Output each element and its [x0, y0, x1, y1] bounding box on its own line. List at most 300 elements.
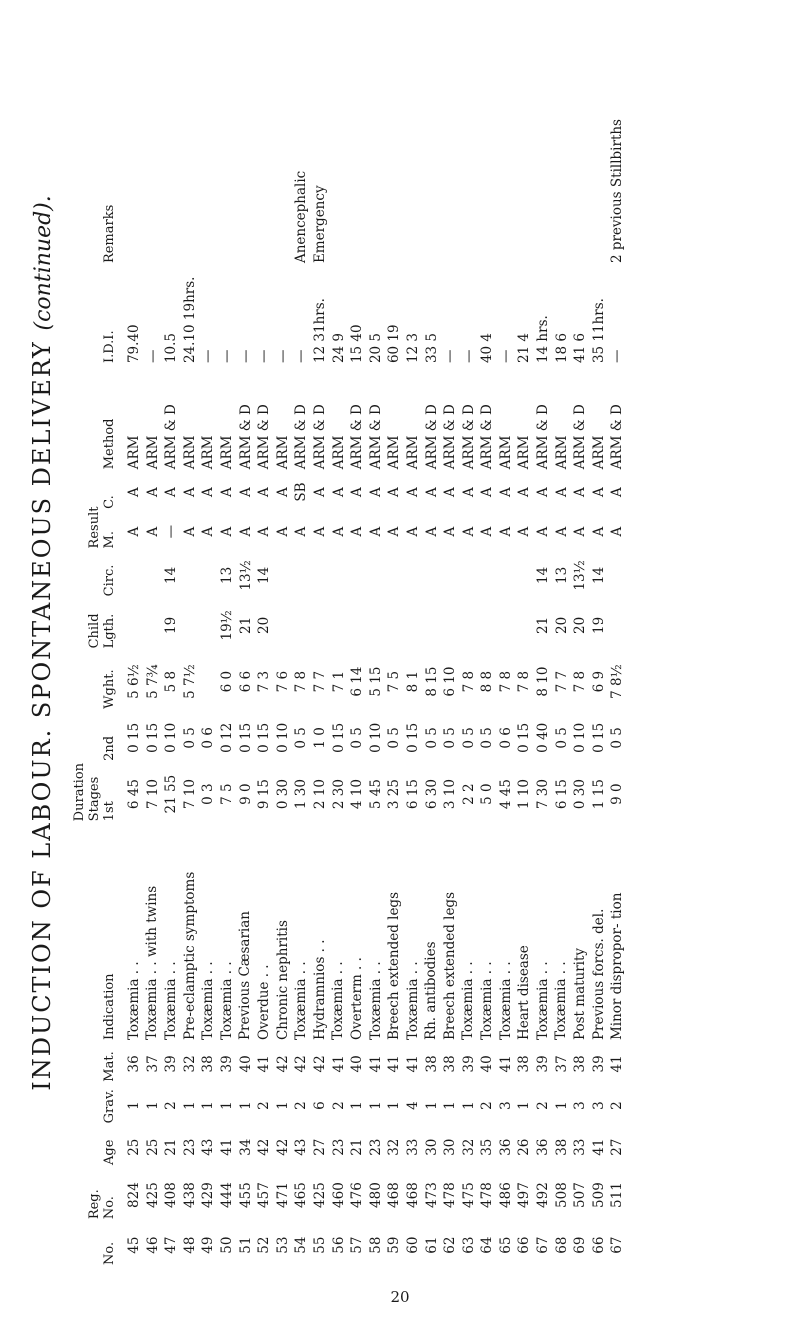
cell-method: ARM [144, 435, 161, 470]
cell-idi: — [144, 349, 161, 364]
cell-mat: 36 [126, 1055, 142, 1073]
cell-duration-2nd: 0 40 [535, 722, 552, 753]
cell-reg-no: 824 [126, 1182, 142, 1208]
cell-age: 23 [181, 1138, 198, 1156]
cell-child-length [608, 599, 627, 651]
cell-result-c: A [386, 487, 403, 497]
header-duration [70, 764, 125, 824]
cell-grav: 3 [497, 1101, 514, 1110]
cell-method: ARM & D [367, 404, 384, 470]
cell-circ [608, 551, 627, 599]
table-row [125, 18, 144, 1268]
cell-no: 49 [200, 1236, 217, 1254]
cell-grav: 1 [516, 1101, 533, 1110]
cell-indication: Heart disease [516, 945, 533, 1041]
cell-circ [125, 551, 144, 599]
cell-child-length [311, 599, 330, 651]
cell-weight: 7 7 [553, 670, 570, 693]
cell-remarks [497, 18, 516, 266]
cell-idi: 41 6 [572, 332, 589, 364]
table-row [237, 18, 256, 1268]
cell-grav: 1 [367, 1101, 384, 1110]
cell-reg-no: 465 [293, 1182, 310, 1208]
cell-duration-1st: 6 15 [404, 779, 421, 810]
cell-weight: 5 7½ [181, 664, 198, 699]
cell-no: 64 [479, 1236, 496, 1254]
cell-circ [515, 551, 534, 599]
cell-method: ARM & D [163, 404, 180, 470]
cell-reg-no: 468 [404, 1182, 421, 1208]
cell-grav: 1 [460, 1101, 477, 1110]
cell-result-c: A [237, 487, 254, 497]
header-mat: Mat. [102, 1051, 117, 1082]
cell-no: 56 [330, 1236, 347, 1254]
cell-duration-2nd: 0 12 [218, 722, 235, 753]
cell-mat: 42 [274, 1055, 291, 1073]
table-row [348, 18, 367, 1268]
cell-indication: Toxæmia . . with twins [144, 885, 161, 1041]
header-row [70, 18, 125, 1268]
cell-circ: 14 [256, 566, 273, 584]
cell-duration-1st: 4 10 [349, 779, 366, 810]
table-row [571, 18, 590, 1268]
header-idi: I.D.I. [102, 330, 117, 364]
cell-idi: 79.40 [126, 324, 142, 364]
cell-indication: Previous forcs. del. [590, 908, 607, 1041]
cell-method: ARM & D [256, 404, 273, 470]
cell-age: 32 [386, 1138, 403, 1156]
cell-result-c: A [330, 487, 347, 497]
cell-child-length [144, 599, 163, 651]
table-row [144, 18, 163, 1268]
header-result-m: M. [102, 530, 117, 549]
cell-method: ARM [404, 435, 421, 470]
table-row [199, 18, 218, 1268]
cell-result-c: A [144, 487, 161, 497]
cell-method: ARM & D [479, 404, 496, 470]
cell-method: ARM [497, 435, 514, 470]
cell-no: 60 [404, 1236, 421, 1254]
cell-mat: 40 [237, 1055, 254, 1073]
cell-result-m: A [386, 526, 403, 537]
cell-child-length [181, 599, 200, 651]
cell-no: 67 [535, 1236, 552, 1254]
cell-result-c: A [609, 487, 626, 497]
cell-mat: 40 [479, 1055, 496, 1073]
cell-reg-no: 486 [497, 1182, 514, 1208]
cell-reg-no: 478 [442, 1182, 459, 1208]
cell-method: ARM & D [423, 404, 440, 470]
cell-duration-1st: 1 30 [293, 779, 310, 810]
cell-result-m: A [293, 526, 310, 537]
cell-no: 59 [386, 1236, 403, 1254]
cell-child-length: 21 [237, 616, 254, 634]
cell-circ [292, 551, 311, 599]
header-circ: Circ. [102, 564, 117, 597]
cell-age: 27 [609, 1138, 626, 1156]
cell-reg-no: 509 [590, 1182, 607, 1208]
cell-result-c: A [200, 487, 217, 497]
cell-method: ARM & D [609, 404, 626, 470]
cell-weight: 7 7 [311, 670, 328, 693]
cell-indication: Previous Cæsarian [237, 911, 254, 1041]
cell-age: 32 [460, 1138, 477, 1156]
cell-result-c: A [349, 487, 366, 497]
cell-grav: 2 [609, 1101, 626, 1110]
cell-child-length [404, 599, 423, 651]
cell-reg-no: 408 [163, 1182, 180, 1208]
cell-indication: Pre-eclamptic symptoms [181, 871, 198, 1041]
cell-duration-1st: 1 15 [590, 779, 607, 810]
cell-age: 43 [293, 1138, 310, 1156]
cell-result-m: A [516, 526, 533, 537]
cell-duration-1st: 7 5 [218, 783, 235, 805]
cell-no: 51 [237, 1236, 254, 1254]
cell-grav: 1 [553, 1101, 570, 1110]
cell-idi: — [442, 349, 459, 364]
cell-result-m: A [274, 526, 291, 537]
cell-result-m: — [163, 524, 180, 539]
table-row [218, 18, 237, 1268]
cell-reg-no: 471 [274, 1182, 291, 1208]
table-row [181, 18, 200, 1268]
cell-weight: 7 8 [497, 670, 514, 693]
cell-weight: 5 7¾ [144, 664, 161, 699]
cell-method: ARM [330, 435, 347, 470]
cell-result-c: A [274, 487, 291, 497]
cell-duration-2nd: 0 6 [497, 727, 514, 749]
cell-mat: 39 [163, 1055, 180, 1073]
delivery-table [70, 18, 627, 1268]
cell-remarks [237, 18, 256, 266]
cell-reg-no: 444 [218, 1182, 235, 1208]
cell-age: 42 [274, 1138, 291, 1156]
cell-result-m: A [572, 526, 589, 537]
cell-duration-1st: 6 15 [553, 779, 570, 810]
cell-idi: 60 19 [386, 324, 403, 364]
cell-method: ARM & D [535, 404, 552, 470]
cell-reg-no: 492 [535, 1182, 552, 1208]
cell-method: ARM & D [349, 404, 366, 470]
cell-remarks [515, 18, 534, 266]
cell-remarks [423, 18, 442, 266]
cell-duration-1st: 6 45 [126, 779, 142, 810]
cell-grav: 2 [479, 1101, 496, 1110]
cell-grav: 3 [590, 1101, 607, 1110]
table-row [385, 18, 404, 1268]
cell-remarks [218, 18, 237, 266]
cell-weight: 8 10 [535, 666, 552, 697]
cell-result-m: A [311, 526, 328, 537]
cell-result-m: A [237, 526, 254, 537]
cell-method: ARM [218, 435, 235, 470]
cell-weight: 6 0 [218, 670, 235, 693]
cell-weight: 7 8 [460, 670, 477, 693]
cell-child-length [441, 599, 460, 651]
cell-remarks [534, 18, 553, 266]
cell-indication: Overterm . . [348, 957, 365, 1041]
cell-grav: 2 [256, 1101, 273, 1110]
cell-result-c: A [181, 487, 198, 497]
cell-idi: 33 5 [423, 332, 440, 364]
cell-reg-no: 468 [386, 1182, 403, 1208]
cell-mat: 41 [330, 1055, 347, 1073]
cell-result-m: A [256, 526, 273, 537]
header-grav: Grav. [102, 1089, 117, 1124]
cell-idi: — [609, 349, 626, 364]
cell-reg-no: 475 [460, 1182, 477, 1208]
cell-age: 25 [126, 1138, 142, 1156]
cell-result-m: A [367, 526, 384, 537]
cell-result-m: A [609, 526, 626, 537]
cell-duration-1st: 3 25 [386, 779, 403, 810]
cell-circ: 13 [218, 566, 235, 584]
cell-grav: 1 [200, 1101, 217, 1110]
cell-grav: 1 [274, 1101, 291, 1110]
cell-grav: 6 [311, 1101, 328, 1110]
cell-duration-2nd: 0 15 [237, 722, 254, 753]
cell-circ [144, 551, 163, 599]
cell-duration-2nd: 0 5 [181, 727, 198, 749]
cell-idi: — [218, 349, 235, 364]
cell-result-m: A [330, 526, 347, 537]
header-no: No. [102, 1241, 117, 1265]
cell-weight: 7 8½ [609, 664, 626, 699]
cell-remarks [274, 18, 293, 266]
cell-result-c: A [460, 487, 477, 497]
cell-remarks [404, 18, 423, 266]
cell-duration-2nd: 0 5 [479, 727, 496, 749]
table-row [441, 18, 460, 1268]
cell-remarks [441, 18, 460, 266]
cell-age: 26 [516, 1138, 533, 1156]
cell-weight: 7 8 [293, 670, 310, 693]
cell-duration-2nd: 0 10 [572, 722, 589, 753]
cell-child-length [423, 599, 442, 651]
cell-mat: 41 [386, 1055, 403, 1073]
cell-grav: 2 [293, 1101, 310, 1110]
table-row [404, 18, 423, 1268]
cell-circ [199, 551, 218, 599]
cell-idi: 15 40 [349, 324, 366, 364]
table-row [330, 18, 349, 1268]
cell-age: 21 [163, 1138, 180, 1156]
cell-no: 45 [126, 1236, 142, 1254]
cell-mat: 38 [442, 1055, 459, 1073]
cell-remarks: Anencephalic [293, 170, 310, 264]
page-number: 20 [390, 1288, 410, 1306]
cell-result-c: A [256, 487, 273, 497]
cell-no: 66 [590, 1236, 607, 1254]
cell-grav: 1 [237, 1101, 254, 1110]
cell-age: 21 [349, 1138, 366, 1156]
cell-reg-no: 425 [144, 1182, 161, 1208]
cell-method: ARM [274, 435, 291, 470]
cell-result-m: A [497, 526, 514, 537]
cell-circ [441, 551, 460, 599]
cell-duration-1st: 0 30 [274, 779, 291, 810]
cell-grav: 2 [535, 1101, 552, 1110]
cell-age: 38 [553, 1138, 570, 1156]
cell-mat: 37 [553, 1055, 570, 1073]
cell-idi: 21 4 [516, 332, 533, 364]
cell-idi: 12 3 [404, 332, 421, 364]
cell-result-m: A [442, 526, 459, 537]
cell-method: ARM & D [311, 404, 328, 470]
cell-indication: Breech extended legs [386, 891, 403, 1041]
cell-circ [478, 551, 497, 599]
cell-duration-1st: 5 45 [367, 779, 384, 810]
cell-indication: Hydramnios . . [311, 939, 328, 1041]
cell-duration-1st: 4 45 [497, 779, 514, 810]
cell-age: 34 [237, 1138, 254, 1156]
cell-circ [311, 551, 330, 599]
table-row [497, 18, 516, 1268]
cell-weight: 6 6 [237, 670, 254, 693]
cell-child-length: 21 [535, 616, 552, 634]
header-duration-2nd: 2nd [102, 735, 117, 761]
cell-no: 52 [256, 1236, 273, 1254]
cell-grav: 1 [349, 1101, 366, 1110]
cell-circ: 13 [553, 566, 570, 584]
cell-circ: 14 [163, 566, 180, 584]
table-row [162, 18, 181, 1268]
cell-method: ARM [126, 435, 142, 470]
cell-reg-no: 429 [200, 1182, 217, 1208]
cell-remarks [125, 18, 144, 266]
cell-result-c: A [479, 487, 496, 497]
cell-result-c: A [367, 487, 384, 497]
cell-duration-1st: 3 10 [442, 779, 459, 810]
cell-mat: 39 [460, 1055, 477, 1073]
cell-duration-2nd: 0 15 [126, 722, 142, 753]
cell-method: ARM & D [460, 404, 477, 470]
cell-age: 43 [200, 1138, 217, 1156]
cell-duration-2nd: 0 5 [609, 727, 626, 749]
cell-idi: 18 6 [553, 332, 570, 364]
cell-child-length [125, 599, 144, 651]
cell-remarks [144, 18, 163, 266]
header-duration-label: Duration Stages [72, 762, 102, 822]
cell-remarks [330, 18, 349, 266]
cell-weight: 8 1 [404, 670, 421, 693]
cell-grav: 1 [386, 1101, 403, 1110]
cell-remarks [199, 18, 218, 266]
cell-child-length [330, 599, 349, 651]
cell-duration-1st: 2 2 [460, 783, 477, 805]
cell-duration-1st: 2 30 [330, 779, 347, 810]
cell-remarks [478, 18, 497, 266]
cell-circ: 13½ [237, 560, 254, 591]
cell-child-length: 20 [553, 616, 570, 634]
cell-mat: 32 [181, 1055, 198, 1073]
cell-result-m: A [553, 526, 570, 537]
cell-idi: 24.10 19hrs. [181, 276, 198, 364]
cell-remarks [255, 18, 274, 266]
cell-child-length [367, 599, 386, 651]
cell-result-c: A [516, 487, 533, 497]
cell-circ [460, 551, 479, 599]
cell-weight: 7 1 [330, 670, 347, 693]
cell-age: 25 [144, 1138, 161, 1156]
cell-result-m: A [404, 526, 421, 537]
header-reg-no: Reg. No. [87, 1189, 117, 1220]
cell-duration-1st: 2 10 [311, 779, 328, 810]
cell-duration-2nd: 0 5 [349, 727, 366, 749]
cell-duration-2nd: 0 5 [386, 727, 403, 749]
cell-no: 53 [274, 1236, 291, 1254]
cell-idi: 40 4 [479, 332, 496, 364]
cell-remarks [367, 18, 386, 266]
cell-indication: Rh. antibodies [423, 941, 440, 1041]
cell-no: 46 [144, 1236, 161, 1254]
cell-reg-no: 476 [349, 1182, 366, 1208]
cell-duration-2nd: 0 5 [553, 727, 570, 749]
cell-idi: — [460, 349, 477, 364]
cell-remarks [181, 18, 200, 266]
cell-method: ARM [200, 435, 217, 470]
cell-duration-1st: 9 0 [237, 783, 254, 805]
cell-result-c: A [497, 487, 514, 497]
cell-mat: 41 [367, 1055, 384, 1073]
cell-result-m: A [144, 526, 161, 537]
rotated-page [14, 18, 784, 1268]
cell-no: 66 [516, 1236, 533, 1254]
cell-reg-no: 438 [181, 1182, 198, 1208]
cell-weight: 8 15 [423, 666, 440, 697]
cell-no: 61 [423, 1236, 440, 1254]
cell-child-length [274, 599, 293, 651]
table-row [460, 18, 479, 1268]
cell-remarks [571, 18, 590, 266]
cell-grav: 4 [404, 1101, 421, 1110]
cell-no: 62 [442, 1236, 459, 1254]
cell-mat: 38 [423, 1055, 440, 1073]
cell-mat: 42 [311, 1055, 328, 1073]
cell-circ [385, 551, 404, 599]
cell-result-c: A [163, 487, 180, 497]
table-row [534, 18, 553, 1268]
cell-no: 50 [218, 1236, 235, 1254]
cell-idi: — [256, 349, 273, 364]
cell-age: 27 [311, 1138, 328, 1156]
cell-circ: 13½ [572, 560, 589, 591]
caption-title: INDUCTION OF LABOUR. SPONTANEOUS DELIVERY [28, 340, 56, 1091]
cell-reg-no: 460 [330, 1182, 347, 1208]
cell-grav: 1 [218, 1101, 235, 1110]
cell-idi: 24 9 [330, 332, 347, 364]
cell-age: 36 [497, 1138, 514, 1156]
cell-remarks [348, 18, 367, 266]
cell-weight: 7 8 [572, 670, 589, 693]
cell-method: ARM & D [442, 404, 459, 470]
cell-result-m: A [535, 526, 552, 537]
cell-mat: 39 [535, 1055, 552, 1073]
cell-duration-2nd: 0 15 [144, 722, 161, 753]
cell-remarks [553, 18, 572, 266]
cell-mat: 37 [144, 1055, 161, 1073]
cell-circ: 14 [590, 566, 607, 584]
cell-duration-2nd: 0 5 [423, 727, 440, 749]
cell-grav: 3 [572, 1101, 589, 1110]
cell-child-length [478, 599, 497, 651]
header-result-c: C. [102, 495, 117, 509]
cell-weight: 5 8 [163, 670, 180, 693]
cell-duration-2nd: 0 15 [590, 722, 607, 753]
cell-no: 69 [572, 1236, 589, 1254]
cell-method: ARM & D [237, 404, 254, 470]
cell-reg-no: 455 [237, 1182, 254, 1208]
